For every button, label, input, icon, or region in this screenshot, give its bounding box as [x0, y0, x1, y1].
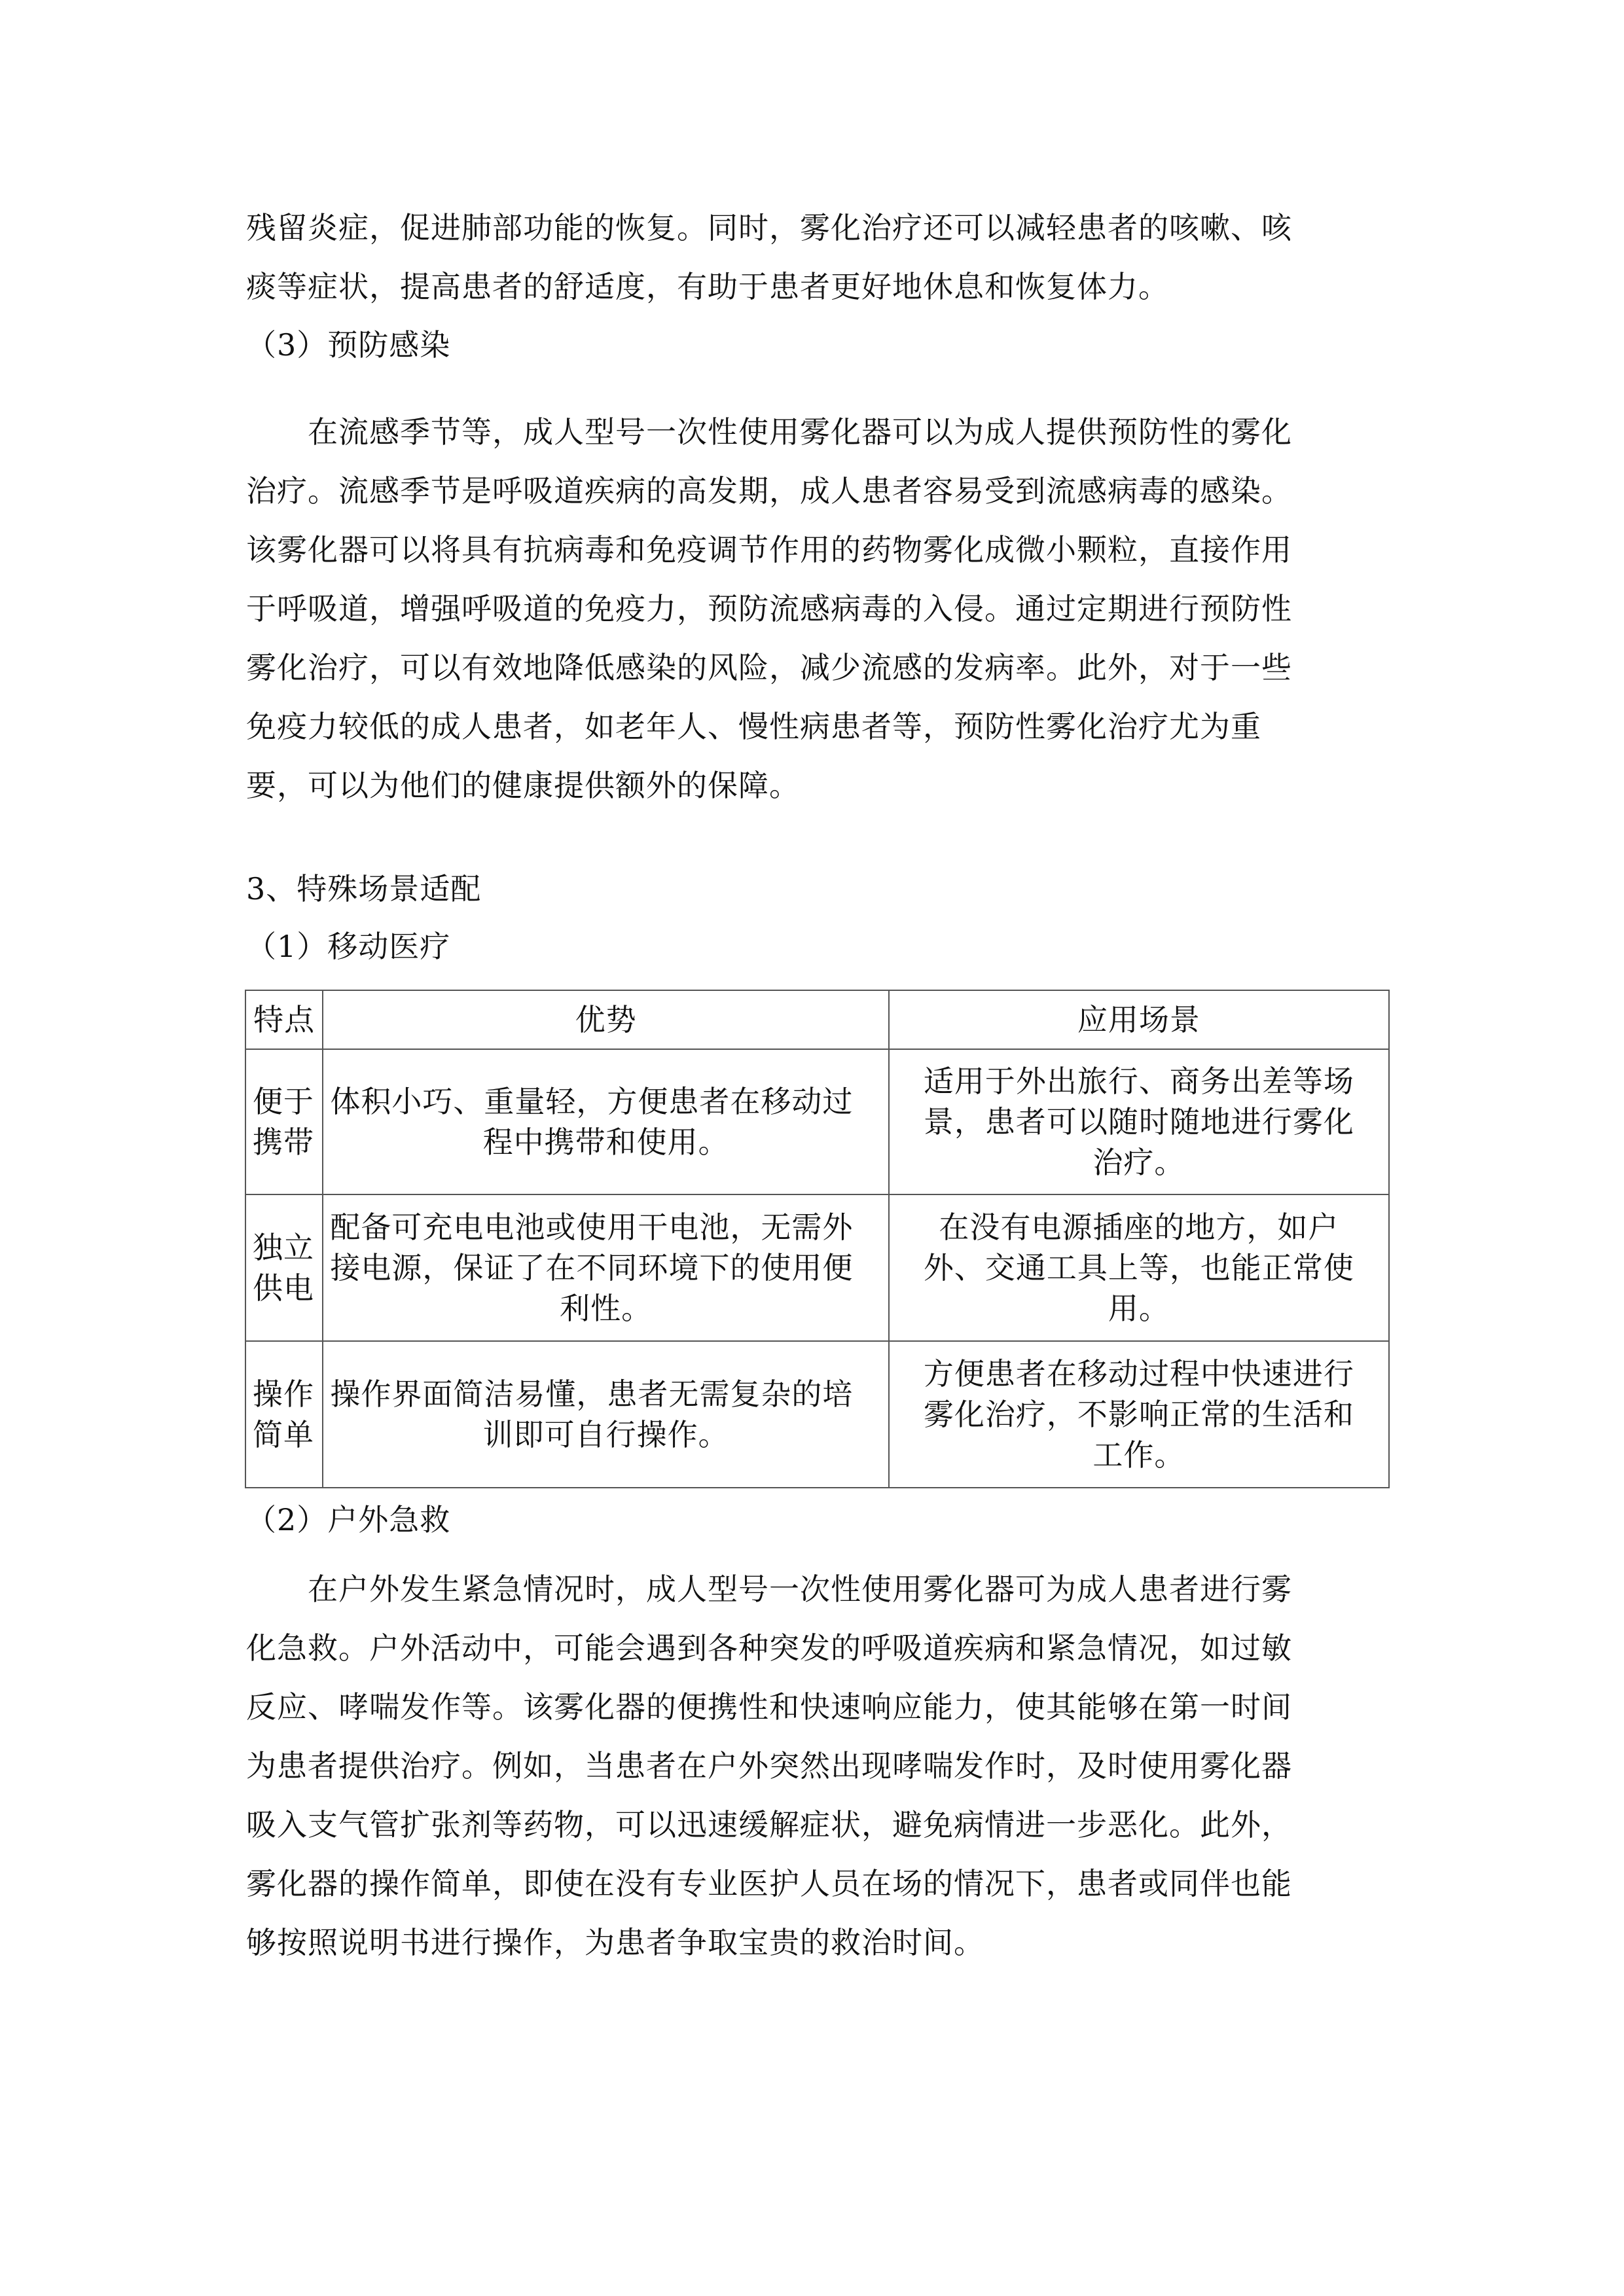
table-cell-advantage [323, 1049, 888, 1194]
paragraph-line: 够按照说明书进行操作，为患者争取宝贵的救治时间。 [246, 1925, 984, 1960]
feature-table [245, 990, 1390, 1488]
paragraph-line: 雾化治疗，可以有效地降低感染的风险，减少流感的发病率。此外，对于一些 [246, 650, 1292, 685]
cell-text: 工作。 [1092, 1437, 1185, 1473]
cell-text: 配备可充电电池或使用干电池，无需外 [330, 1210, 854, 1245]
paragraph-line: 残留炎症，促进肺部功能的恢复。同时，雾化治疗还可以减轻患者的咳嗽、咳 [246, 210, 1292, 245]
paragraph-line: 该雾化器可以将具有抗病毒和免疫调节作用的药物雾化成微小颗粒，直接作用 [246, 532, 1292, 567]
table-cell-advantage [323, 1341, 888, 1488]
cell-text: 适用于外出旅行、商务出差等场 [923, 1064, 1354, 1099]
cell-text: 接电源，保证了在不同环境下的使用便 [330, 1250, 854, 1285]
paragraph-line: 于呼吸道，增强呼吸道的免疫力，预防流感病毒的入侵。通过定期进行预防性 [246, 591, 1292, 626]
cell-text: 供电 [253, 1270, 314, 1306]
paragraph-line: 雾化器的操作简单，即使在没有专业医护人员在场的情况下，患者或同伴也能 [246, 1866, 1292, 1901]
table-cell-scene [889, 1341, 1389, 1488]
cell-text: 便于 [253, 1084, 314, 1119]
cell-text: 独立 [253, 1230, 314, 1265]
section-heading-prevent-infection: （3）预防感染 [246, 327, 451, 363]
cell-text: 雾化治疗，不影响正常的生活和 [923, 1397, 1354, 1432]
table-header-feature: 特点 [245, 990, 323, 1049]
paragraph-line: 要，可以为他们的健康提供额外的保障。 [246, 768, 800, 803]
table-cell-scene [889, 1049, 1389, 1194]
cell-text: 利性。 [560, 1291, 653, 1326]
table-cell-feature [245, 1341, 323, 1488]
table-row [245, 1049, 1389, 1194]
cell-text: 携带 [253, 1124, 314, 1160]
cell-text: 训即可自行操作。 [482, 1417, 729, 1452]
paragraph-line: 反应、哮喘发作等。该雾化器的便携性和快速响应能力，使其能够在第一时间 [246, 1689, 1292, 1725]
cell-text: 方便患者在移动过程中快速进行 [923, 1356, 1354, 1391]
table-row [245, 1194, 1389, 1341]
section-heading-special-scenarios: 3、特殊场景适配 [246, 871, 482, 906]
paragraph-line: 化急救。户外活动中，可能会遇到各种突发的呼吸道疾病和紧急情况，如过敏 [246, 1630, 1292, 1666]
paragraph-line: 为患者提供治疗。例如，当患者在户外突然出现哮喘发作时，及时使用雾化器 [246, 1748, 1292, 1784]
paragraph-line: 治疗。流感季节是呼吸道疾病的高发期，成人患者容易受到流感病毒的感染。 [246, 473, 1292, 509]
table-header-scene: 应用场景 [889, 990, 1389, 1049]
cell-text: 操作 [253, 1376, 314, 1412]
paragraph-line: 吸入支气管扩张剂等药物，可以迅速缓解症状，避免病情进一步恶化。此外， [246, 1807, 1292, 1842]
cell-text: 治疗。 [1092, 1145, 1185, 1180]
section-heading-mobile-medical: （1）移动医疗 [246, 929, 451, 964]
table-cell-advantage [323, 1194, 888, 1341]
section-heading-outdoor-first-aid: （2）户外急救 [246, 1502, 451, 1537]
table-cell-feature [245, 1194, 323, 1341]
cell-text: 外、交通工具上等，也能正常使 [923, 1250, 1354, 1285]
cell-text: 用。 [1108, 1291, 1170, 1326]
cell-text: 景，患者可以随时随地进行雾化 [923, 1104, 1354, 1139]
table-cell-scene [889, 1194, 1389, 1341]
table-cell-feature [245, 1049, 323, 1194]
cell-text: 体积小巧、重量轻，方便患者在移动过 [330, 1084, 854, 1119]
cell-text: 程中携带和使用。 [482, 1124, 729, 1160]
table-row [245, 1341, 1389, 1488]
table-header-advantage: 优势 [323, 990, 888, 1049]
paragraph-line: 在户外发生紧急情况时，成人型号一次性使用雾化器可为成人患者进行雾 [308, 1571, 1292, 1607]
table-header-row [245, 990, 1389, 1049]
paragraph-line: 痰等症状，提高患者的舒适度，有助于患者更好地休息和恢复体力。 [246, 269, 1169, 304]
cell-text: 在没有电源插座的地方，如户 [939, 1210, 1339, 1245]
cell-text: 操作界面简洁易懂，患者无需复杂的培 [330, 1376, 854, 1412]
paragraph-line: 免疫力较低的成人患者，如老年人、慢性病患者等，预防性雾化治疗尤为重 [246, 709, 1261, 744]
paragraph-line: 在流感季节等，成人型号一次性使用雾化器可以为成人提供预防性的雾化 [308, 414, 1292, 450]
cell-text: 简单 [253, 1417, 314, 1452]
